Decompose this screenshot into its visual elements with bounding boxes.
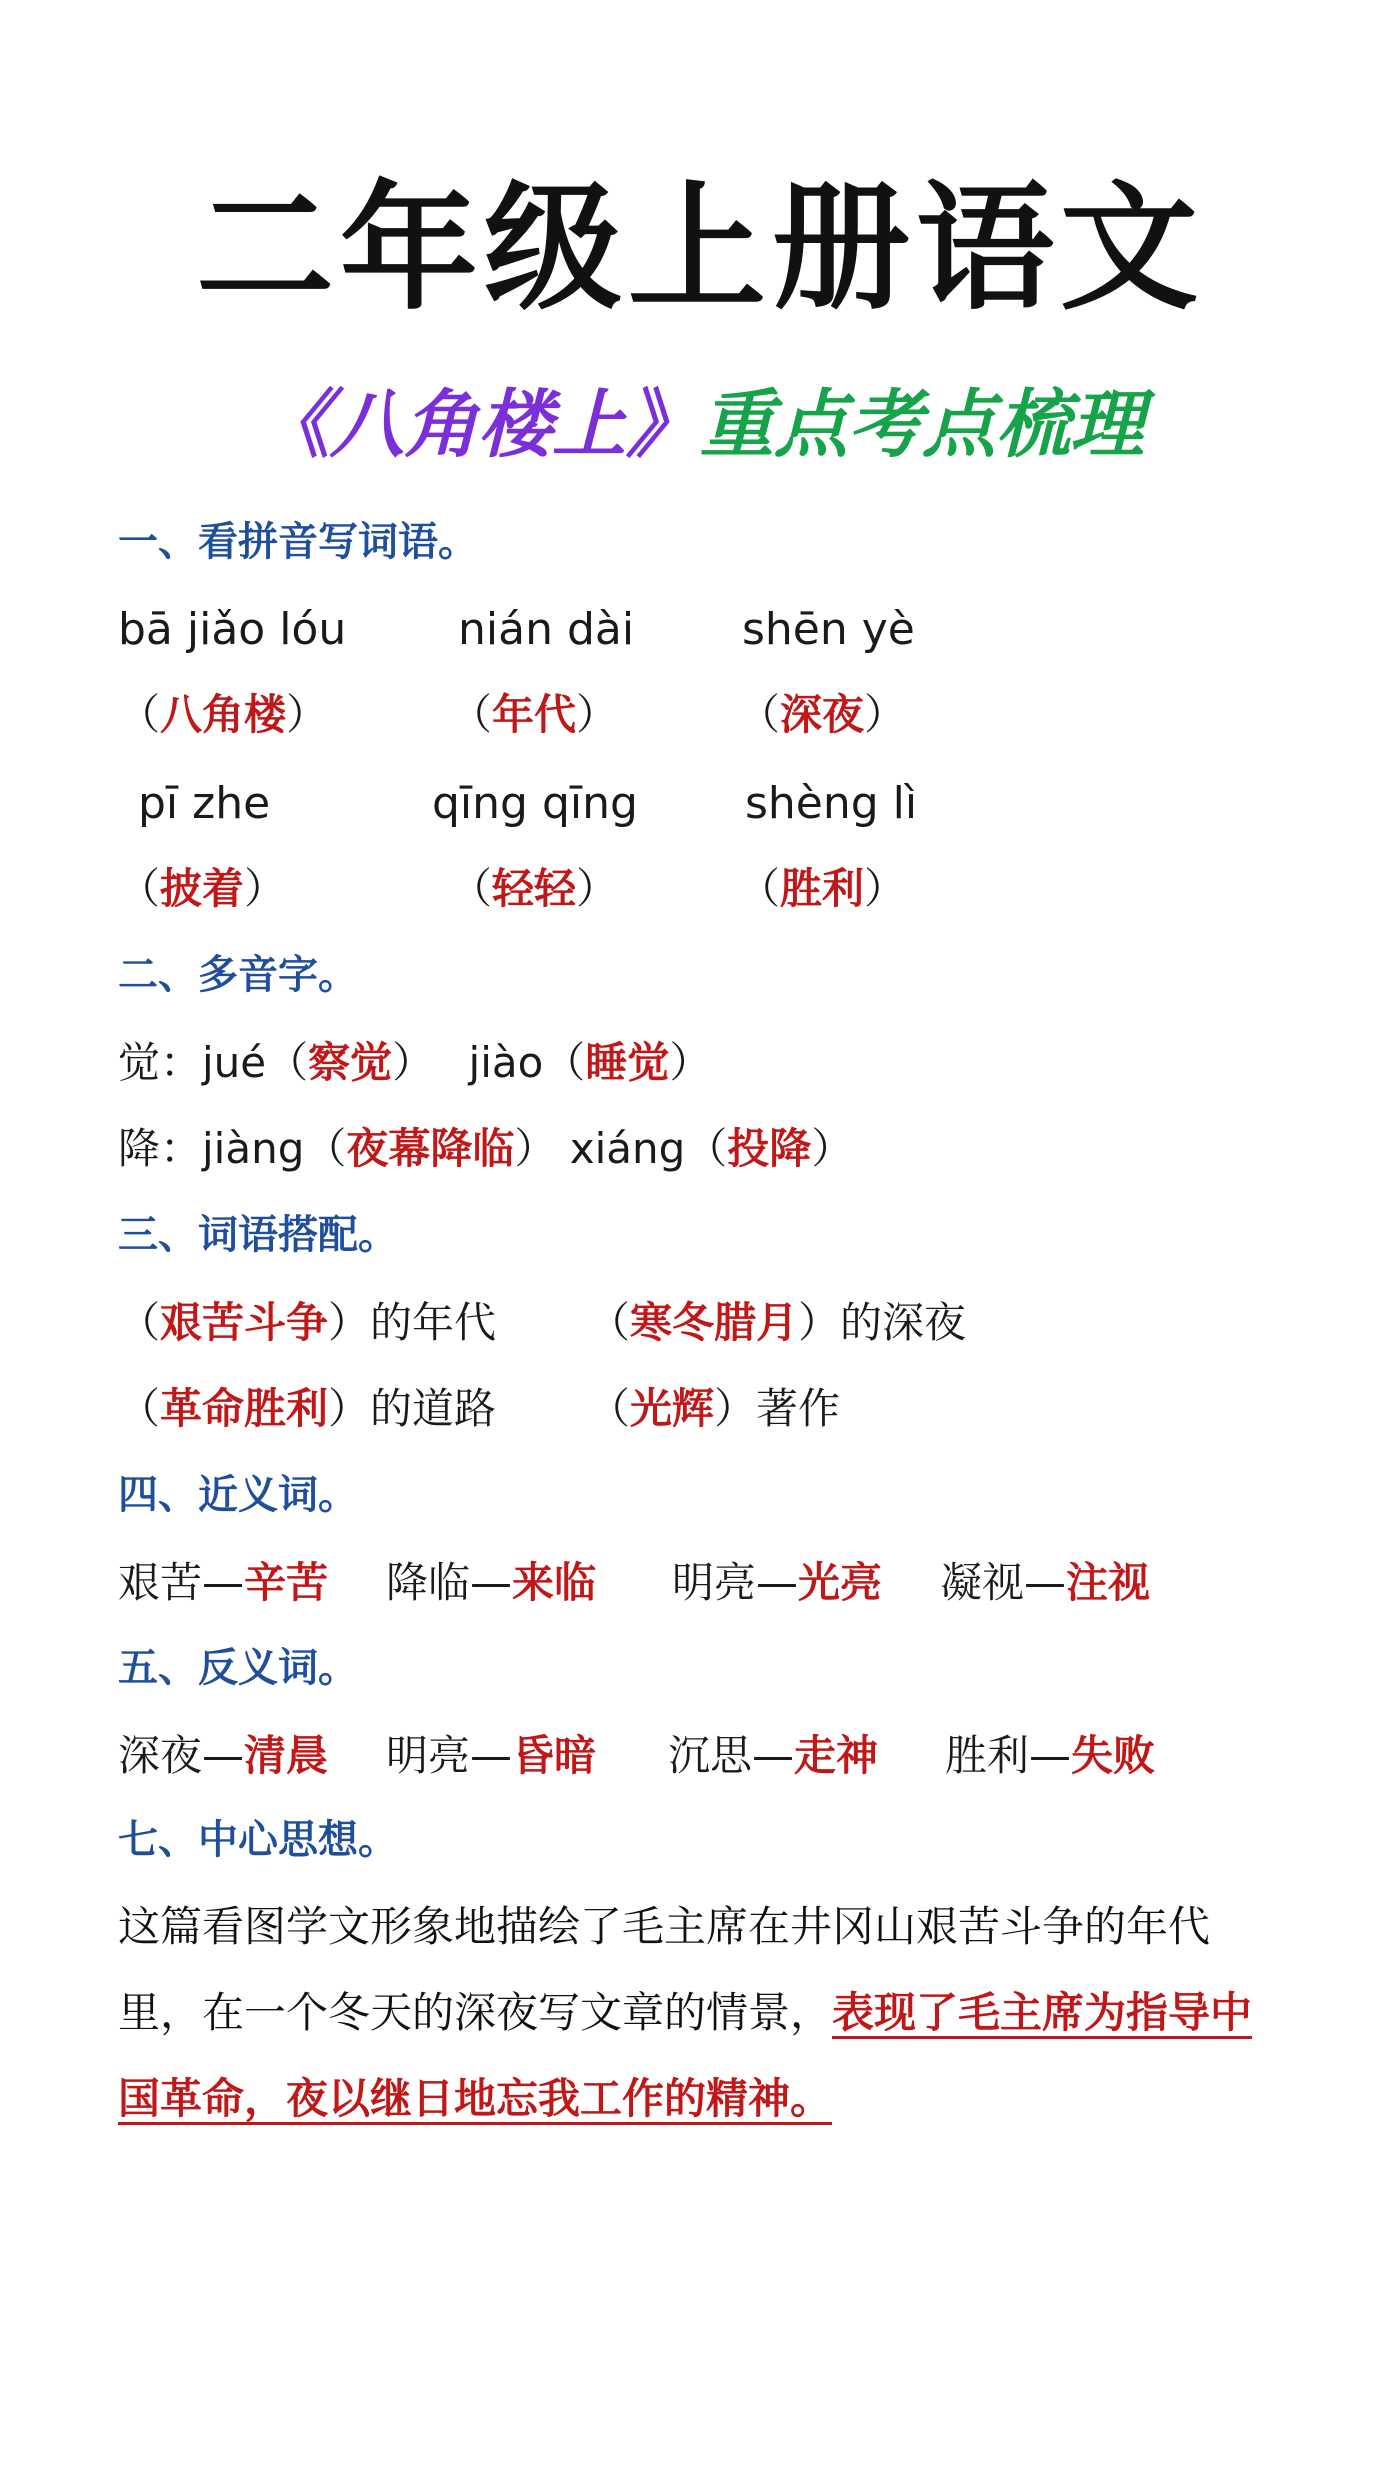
answer-6: （胜利） [738, 864, 907, 913]
collocation-2: （寒冬腊月）的深夜 [588, 1298, 967, 1347]
pinyin-3: shēn yè [742, 604, 915, 655]
polyphone-pinyin: jiào（ [468, 1038, 586, 1087]
pinyin-6: shèng lì [745, 778, 918, 829]
collocation-4: （光辉）著作 [588, 1384, 841, 1433]
section-4-heading: 四、近义词。 [118, 1472, 358, 1518]
polyphone-pinyin: xiáng（ [569, 1124, 728, 1173]
synonym-answer: 注视 [1066, 1558, 1151, 1607]
section-3-heading: 三、词语搭配。 [118, 1212, 398, 1258]
antonym-3 [668, 1731, 879, 1780]
answer-4-word: 披着 [160, 864, 245, 913]
polyphone-answer: 投降 [727, 1124, 812, 1173]
antonym-answer: 失败 [1071, 1731, 1156, 1780]
collocation-answer: 艰苦斗争 [160, 1298, 329, 1347]
antonym-2 [386, 1731, 597, 1780]
section-5-heading: 五、反义词。 [118, 1645, 358, 1691]
summary-line-3 [118, 2074, 833, 2123]
answer-3: （深夜） [738, 690, 907, 739]
answer-2: （年代） [450, 690, 619, 739]
pinyin-4: pī zhe [138, 778, 271, 829]
antonym-word: 明亮— [386, 1731, 513, 1780]
summary-line-2 [118, 1988, 1253, 2037]
summary-text: 里，在一个冬天的深夜写文章的情景， [118, 1988, 833, 2037]
synonym-answer: 辛苦 [244, 1558, 329, 1607]
subtitle-topic: 重点考点梳理 [700, 382, 1144, 468]
collocation-3: （革命胜利）的道路 [118, 1384, 497, 1433]
polyphone-char: 觉： [118, 1038, 203, 1087]
collocation-1: （艰苦斗争）的年代 [118, 1298, 497, 1347]
synonym-word: 降临— [386, 1558, 513, 1607]
answer-6-word: 胜利 [780, 864, 865, 913]
polyphone-answer: 睡觉 [585, 1038, 670, 1087]
summary-line-1: 这篇看图学文形象地描绘了毛主席在井冈山艰苦斗争的年代 [118, 1902, 1211, 1951]
pinyin-2: nián dài [458, 604, 635, 655]
collocation-answer: 光辉 [630, 1384, 715, 1433]
collocation-answer: 革命胜利 [160, 1384, 329, 1433]
antonym-4 [945, 1731, 1156, 1780]
synonym-4 [940, 1558, 1151, 1607]
polyphone-jue: 觉：jué（察觉） jiào（睡觉） [118, 1038, 712, 1087]
collocation-tail: ）的道路 [328, 1384, 497, 1433]
antonym-answer: 走神 [794, 1731, 879, 1780]
polyphone-answer: 察觉 [308, 1038, 393, 1087]
synonym-3 [672, 1558, 883, 1607]
section-2-heading: 二、多音字。 [118, 952, 358, 998]
polyphone-pinyin: jiàng（ [202, 1124, 347, 1173]
antonym-word: 胜利— [945, 1731, 1072, 1780]
synonym-word: 凝视— [940, 1558, 1067, 1607]
answer-2-word: 年代 [492, 690, 577, 739]
section-1-heading: 一、看拼音写词语。 [118, 519, 478, 565]
polyphone-answer: 夜幕降临 [346, 1124, 515, 1173]
polyphone-pinyin: jué（ [202, 1038, 309, 1087]
page-title: 二年级上册语文 [195, 168, 1204, 329]
pinyin-1: bā jiǎo lóu [118, 604, 347, 655]
summary-highlight: 国革命，夜以继日地忘我工作的精神。 [118, 2074, 833, 2123]
collocation-tail: ）的年代 [328, 1298, 497, 1347]
polyphone-jiang: 降：jiàng（夜幕降临） xiáng（投降） [118, 1124, 854, 1173]
antonym-1 [118, 1731, 329, 1780]
answer-4: （披着） [118, 864, 287, 913]
antonym-word: 深夜— [118, 1731, 245, 1780]
synonym-word: 明亮— [672, 1558, 799, 1607]
antonym-answer: 清晨 [244, 1731, 329, 1780]
summary-highlight: 表现了毛主席为指导中 [832, 1988, 1253, 2037]
polyphone-char: 降： [118, 1124, 203, 1173]
synonym-2 [386, 1558, 597, 1607]
page-subtitle [0, 382, 1400, 468]
synonym-1 [118, 1558, 329, 1607]
antonym-answer: 昏暗 [512, 1731, 597, 1780]
section-7-heading: 七、中心思想。 [118, 1817, 398, 1863]
collocation-tail: ）著作 [714, 1384, 841, 1433]
synonym-answer: 光亮 [798, 1558, 883, 1607]
collocation-tail: ）的深夜 [798, 1298, 967, 1347]
answer-1: （八角楼） [118, 690, 329, 739]
answer-1-word: 八角楼 [160, 690, 287, 739]
synonym-word: 艰苦— [118, 1558, 245, 1607]
answer-5: （轻轻） [450, 864, 619, 913]
collocation-answer: 寒冬腊月 [630, 1298, 799, 1347]
answer-5-word: 轻轻 [492, 864, 577, 913]
antonym-word: 沉思— [668, 1731, 795, 1780]
answer-3-word: 深夜 [780, 690, 865, 739]
subtitle-lesson: 《八角楼上》 [256, 382, 700, 468]
pinyin-5: qīng qīng [432, 778, 638, 829]
synonym-answer: 来临 [512, 1558, 597, 1607]
